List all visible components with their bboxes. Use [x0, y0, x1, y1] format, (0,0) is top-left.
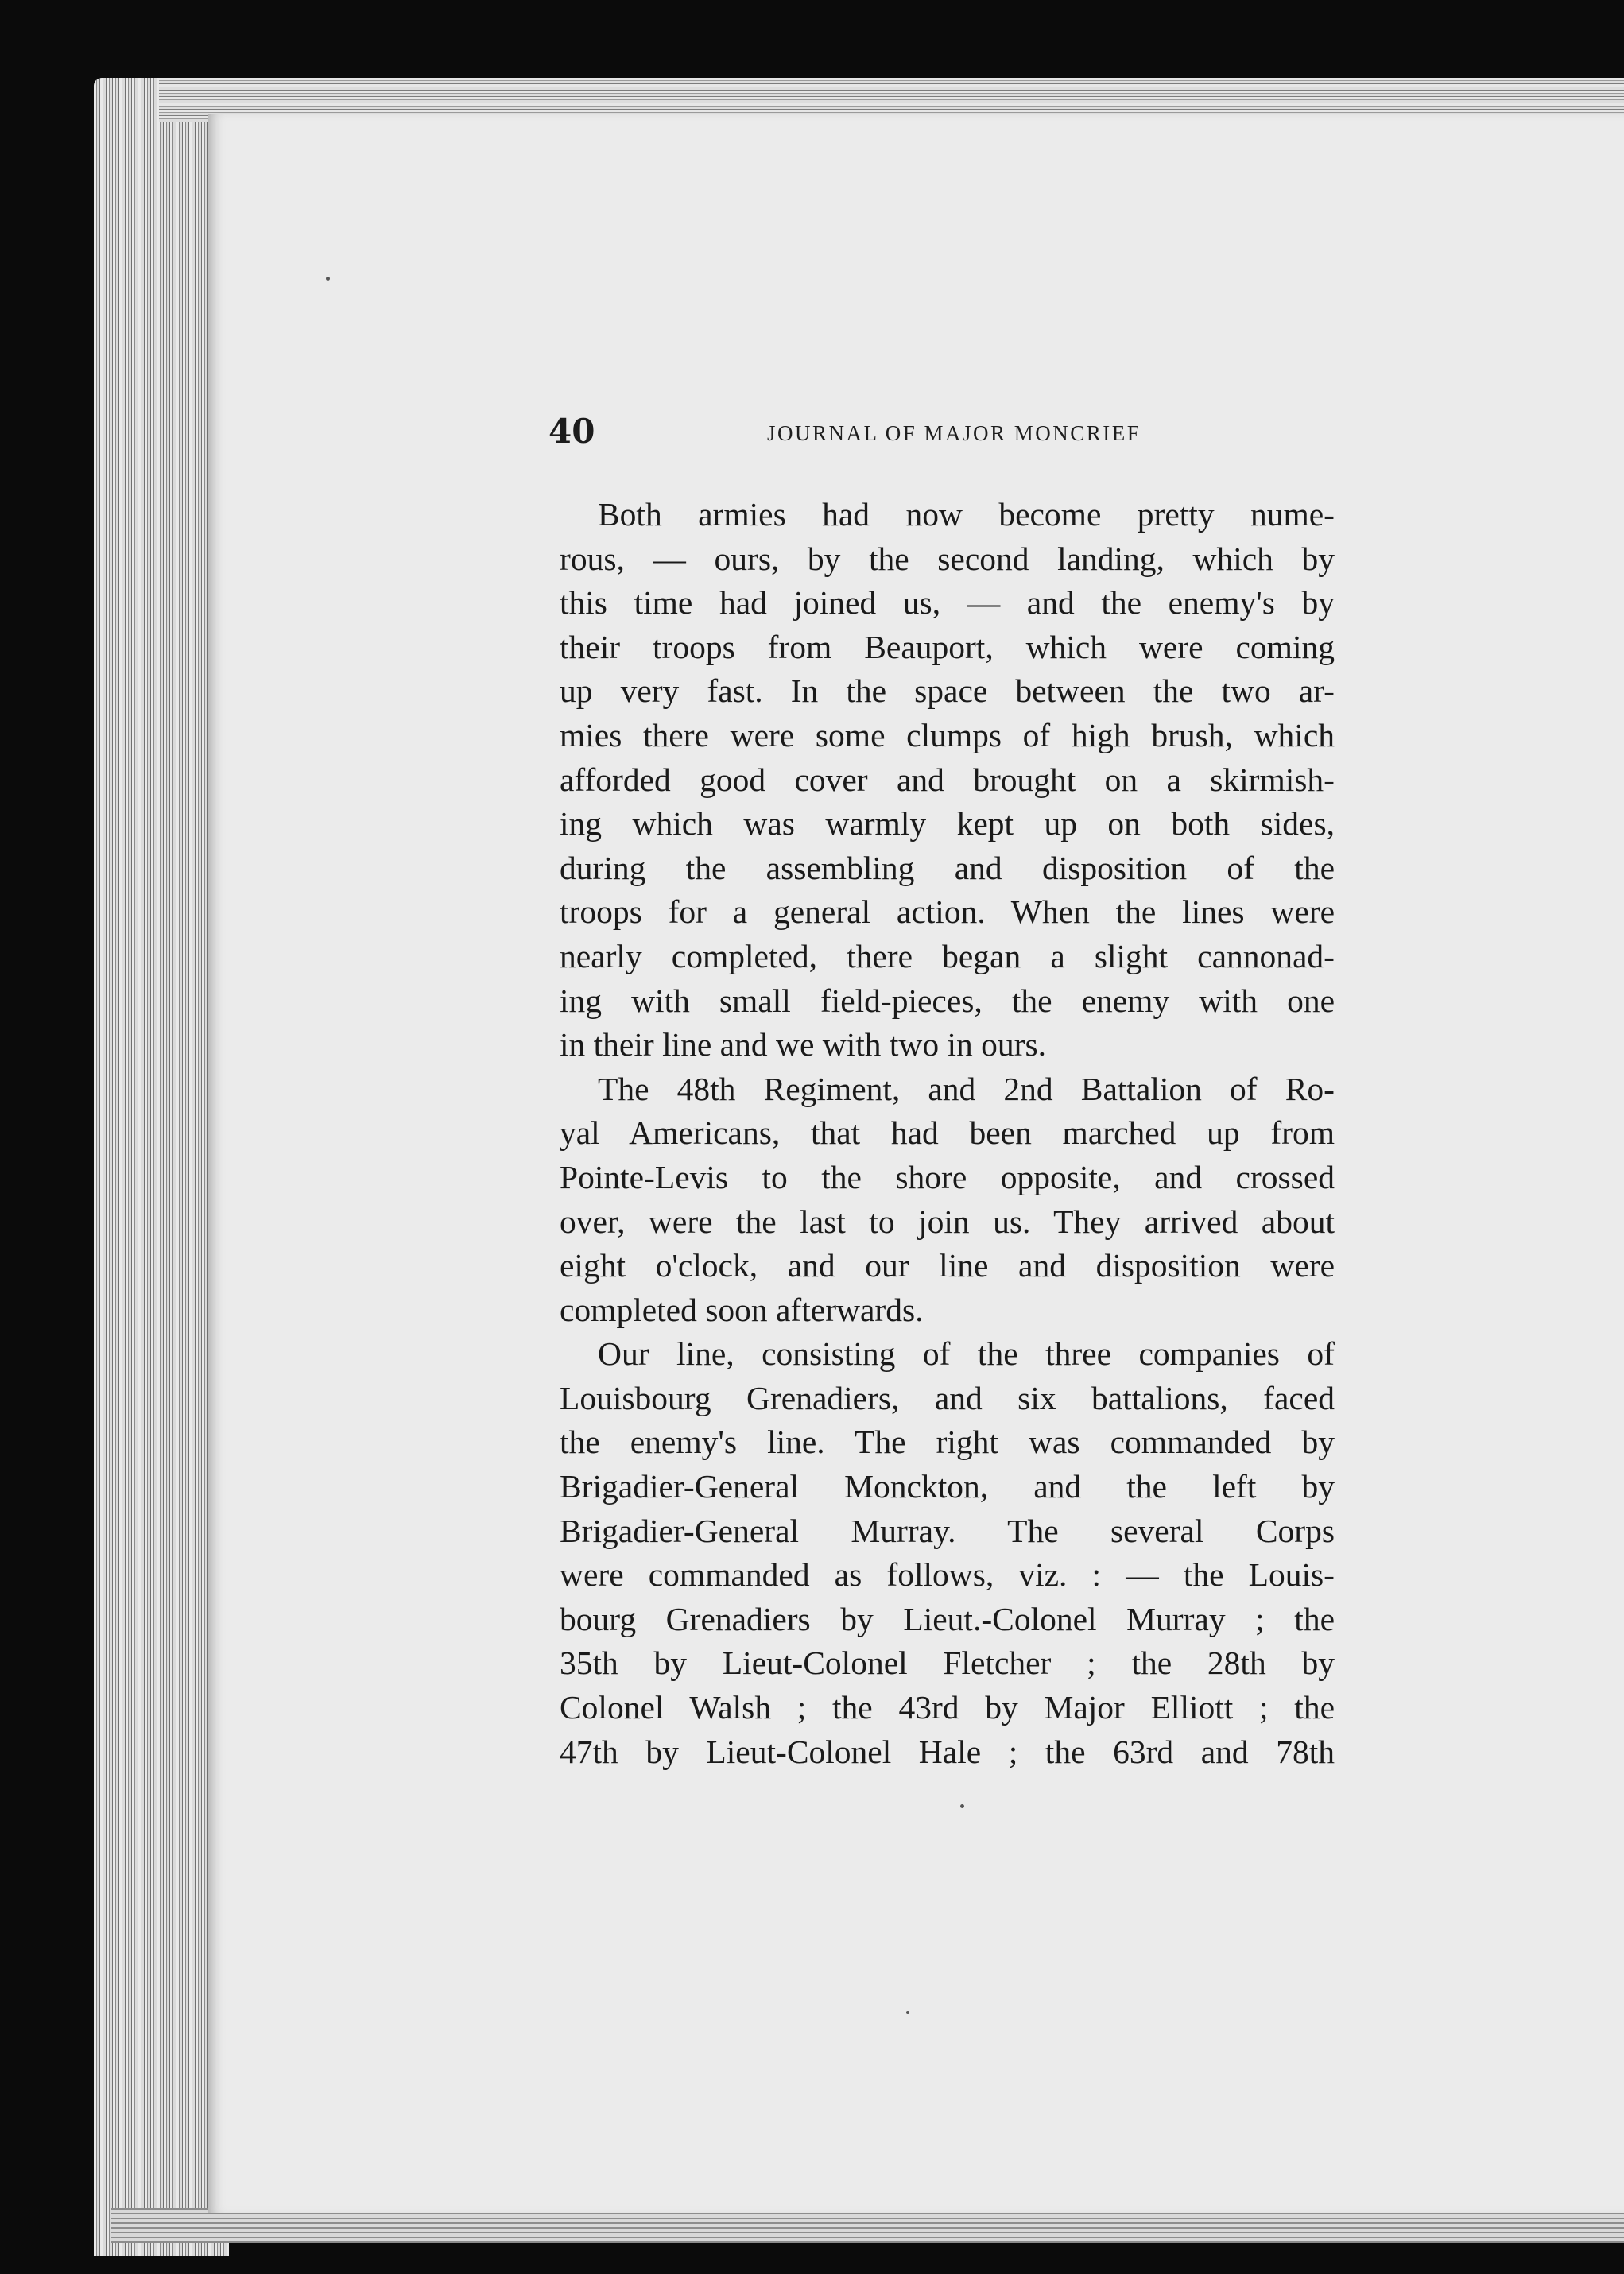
paper-speck: [960, 1804, 964, 1808]
text-line: The 48th Regiment, and 2nd Battalion of Ro-: [598, 1070, 1335, 1107]
text-line: Brigadier-General Murray. The several Corps: [560, 1512, 1335, 1549]
paper-speck: [906, 2011, 909, 2014]
text-line: completed soon afterwards.: [560, 1291, 924, 1328]
text-line: bourg Grenadiers by Lieut.-Colonel Murray ; the: [560, 1600, 1335, 1637]
paragraph-3: [560, 1332, 1335, 1774]
text-line: up very fast. In the space between the two ar-: [560, 672, 1335, 710]
text-line: the enemy's line. The right was commanded by: [560, 1424, 1335, 1461]
text-line: troops for a general action. When the lines were: [560, 893, 1335, 931]
text-line: rous, — ours, by the second landing, which by: [560, 540, 1335, 577]
paragraph-1: [560, 493, 1335, 1067]
text-line: mies there were some clumps of high brush, which: [560, 716, 1335, 753]
text-line: their troops from Beauport, which were coming: [560, 628, 1335, 665]
running-head-title: JOURNAL OF MAJOR MONCRIEF: [767, 421, 1141, 445]
page-number: 40: [548, 412, 595, 451]
text-line: Brigadier-General Monckton, and the left by: [560, 1468, 1335, 1505]
page-stack-edge-bottom: [111, 2208, 1624, 2243]
text-line: ing which was warmly kept up on both sides,: [560, 805, 1335, 843]
text-line: during the assembling and disposition of the: [560, 849, 1335, 886]
text-line: were commanded as follows, viz. : — the Louis-: [560, 1556, 1335, 1594]
text-line: eight o'clock, and our line and disposition were: [560, 1247, 1335, 1284]
text-line: ing with small field-pieces, the enemy with one: [560, 982, 1335, 1019]
body-text: [560, 493, 1335, 1774]
text-line: over, were the last to join us. They arrived about: [560, 1203, 1335, 1240]
text-line: afforded good cover and brought on a skirmish-: [560, 761, 1335, 798]
text-line: 47th by Lieut-Colonel Hale ; the 63rd and 78th: [560, 1733, 1335, 1770]
text-line: in their line and we with two in ours.: [560, 1026, 1047, 1063]
text-line: Both armies had now become pretty nume-: [598, 496, 1335, 533]
text-line: Louisbourg Grenadiers, and six battalions, faced: [560, 1379, 1335, 1416]
text-line: Colonel Walsh ; the 43rd by Major Elliott ; the: [560, 1689, 1335, 1726]
text-line: 35th by Lieut-Colonel Fletcher ; the 28th by: [560, 1644, 1335, 1682]
paper-speck: [326, 277, 330, 281]
text-line: this time had joined us, — and the enemy's by: [560, 584, 1335, 622]
text-line: nearly completed, there began a slight cannonad-: [560, 937, 1335, 974]
paragraph-2: [560, 1067, 1335, 1333]
text-line: Pointe-Levis to the shore opposite, and crossed: [560, 1158, 1335, 1195]
text-line: yal Americans, that had been marched up from: [560, 1114, 1335, 1152]
text-line: Our line, consisting of the three companies of: [598, 1335, 1335, 1373]
running-head: [548, 409, 1335, 464]
